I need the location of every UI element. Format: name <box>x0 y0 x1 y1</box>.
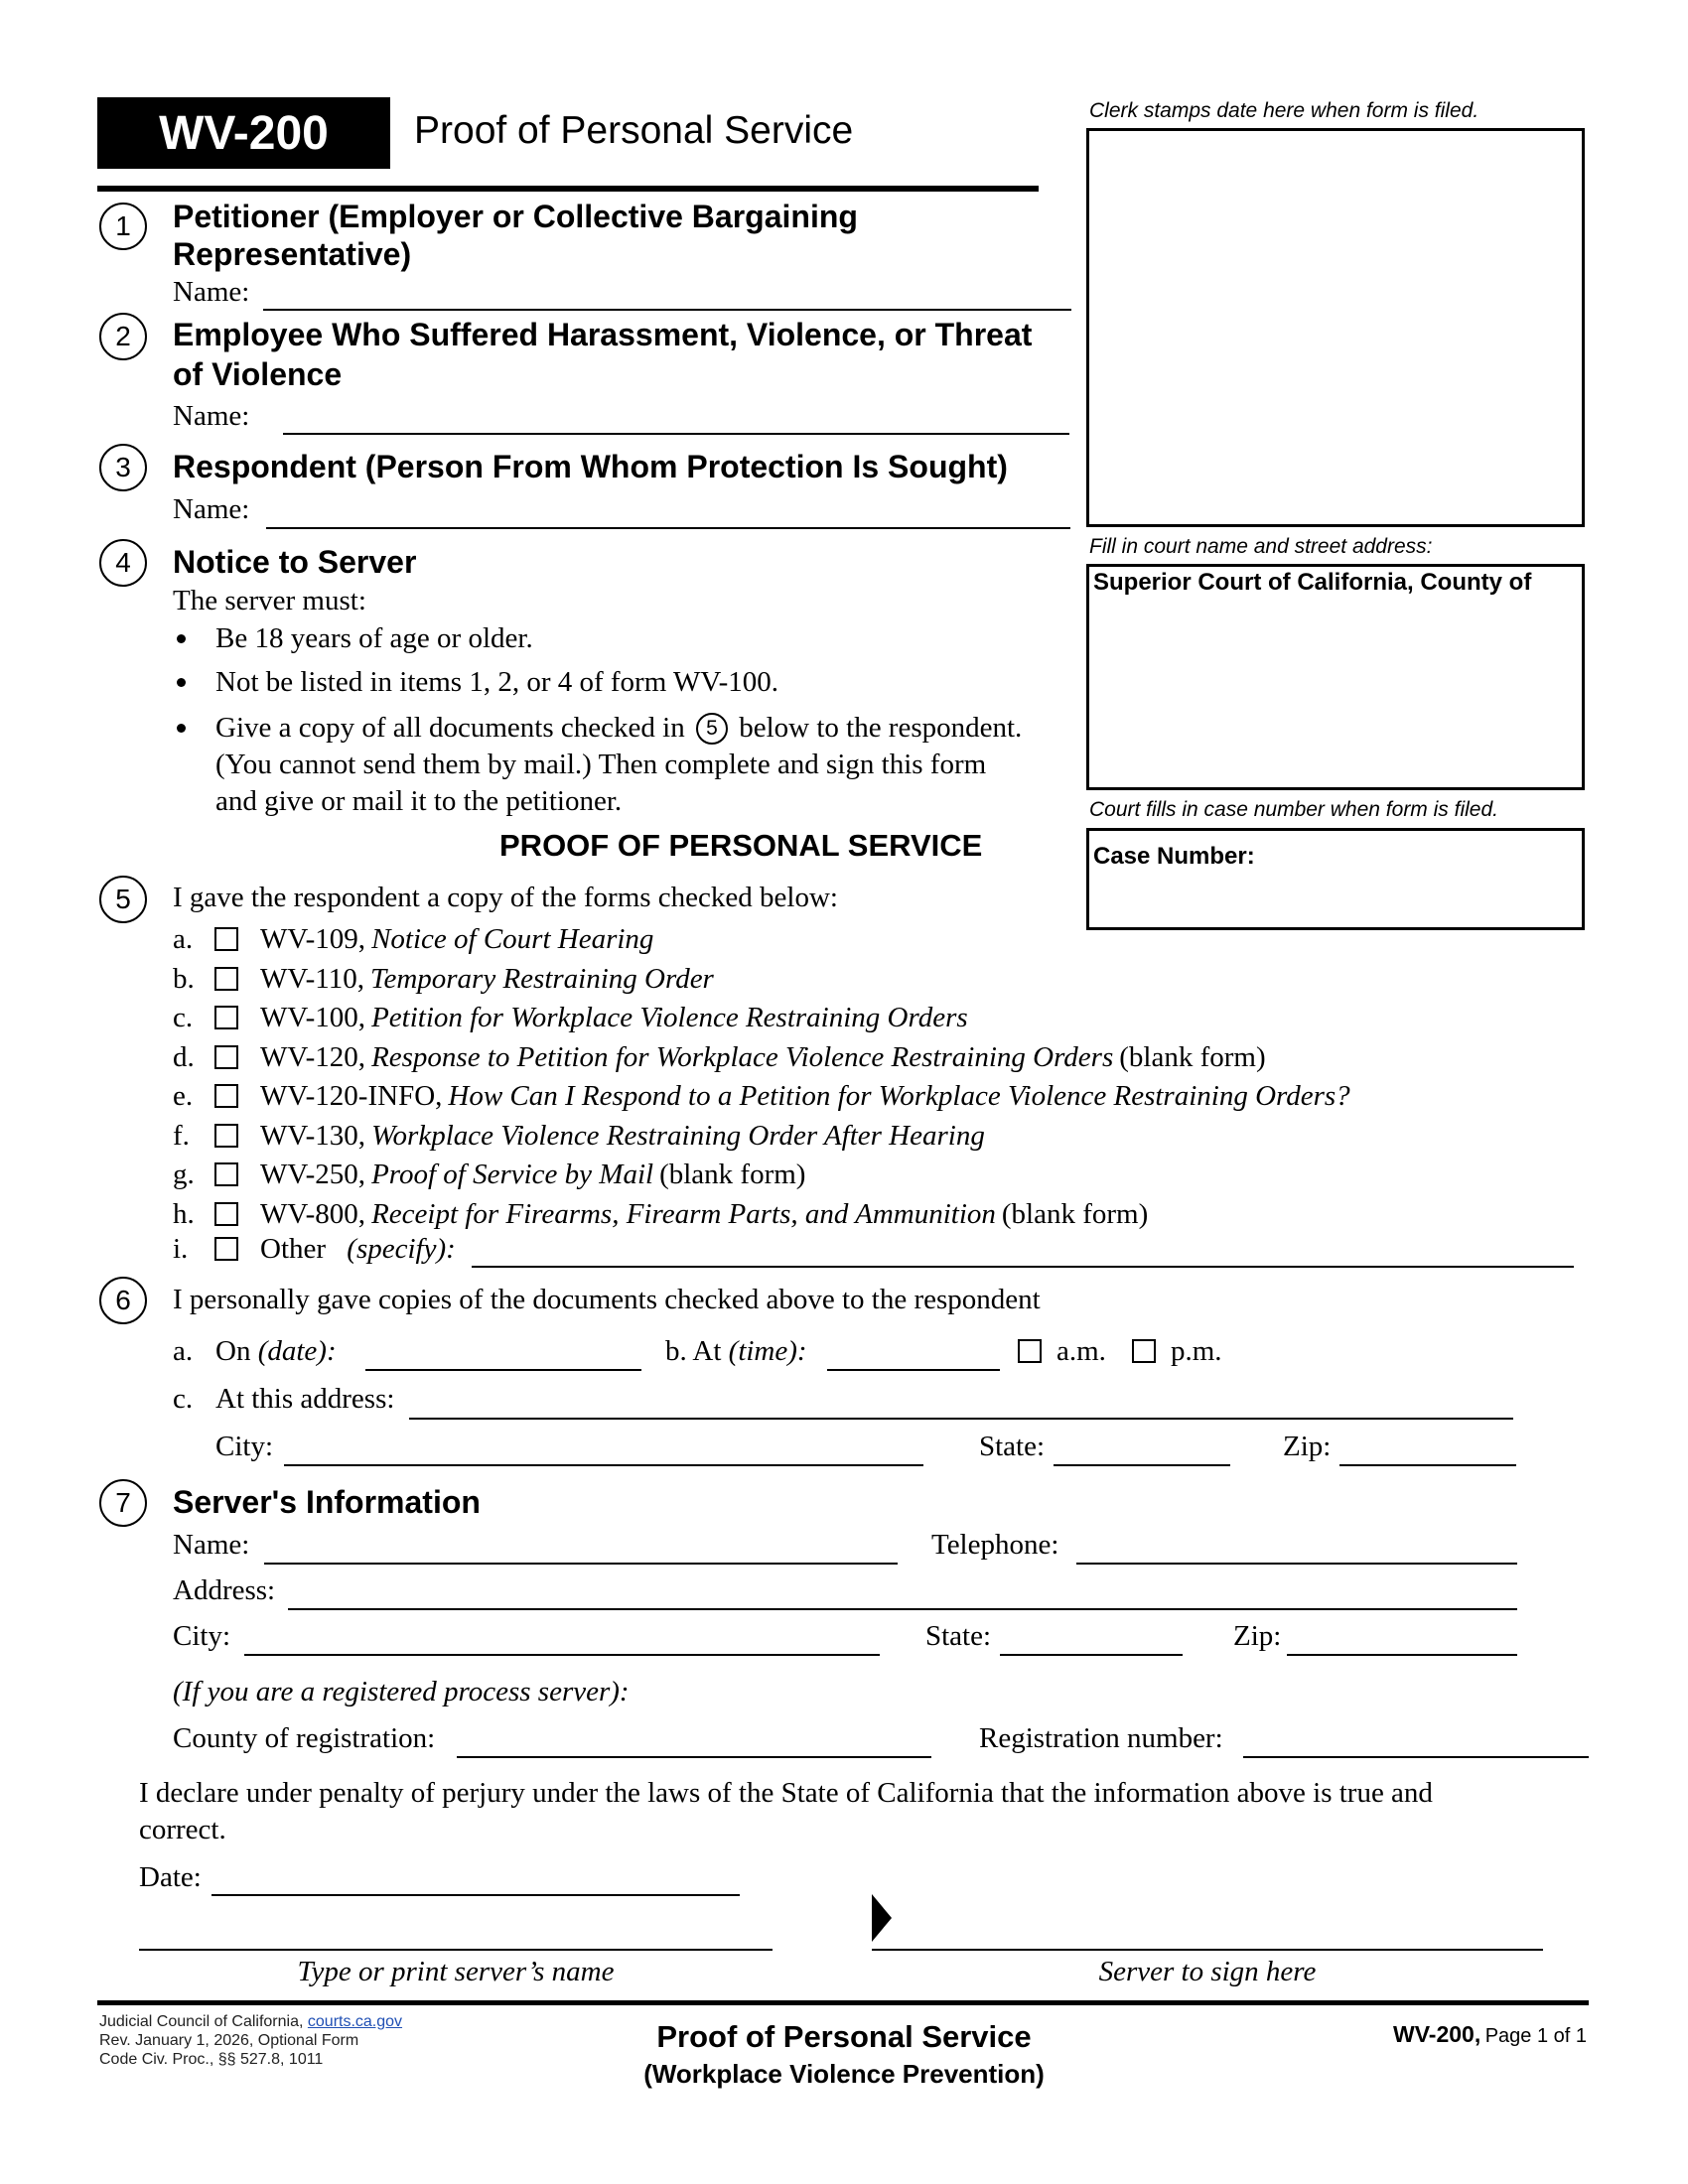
registration-number-field[interactable] <box>1243 1756 1589 1758</box>
case-number-text: Case Number: <box>1093 843 1255 870</box>
item-number-6: 6 <box>99 1277 147 1324</box>
footer-page-number: Page 1 of 1 <box>1484 2025 1587 2047</box>
form-letter: h. <box>173 1198 195 1230</box>
county-registration-field[interactable] <box>457 1756 931 1758</box>
service-state-label: State: <box>979 1431 1046 1462</box>
form-suffix: (blank form) <box>1001 1198 1149 1230</box>
server-address-label: Address: <box>173 1574 276 1606</box>
footer-rule <box>97 2000 1589 2005</box>
am-label: a.m. <box>1056 1335 1106 1367</box>
form-name: Workplace Violence Restraining Order After Hearing <box>371 1120 985 1152</box>
service-a-letter: a. <box>173 1335 194 1367</box>
notice-bullet-3-post: below to the respondent. <box>739 712 1023 744</box>
form-item <box>260 921 653 957</box>
notice-bullet-3-line-3: and give or mail it to the petitioner. <box>215 785 623 817</box>
form-name: Response to Petition for Workplace Violence Restraining Orders <box>371 1041 1114 1073</box>
signature-caption: Server to sign here <box>1098 1956 1317 1987</box>
checkbox-other[interactable] <box>214 1237 238 1261</box>
server-name-field[interactable] <box>264 1563 898 1565</box>
item-number-7: 7 <box>99 1479 147 1527</box>
bullet <box>177 634 186 643</box>
declaration-line-2: correct. <box>139 1814 226 1845</box>
checkbox-form[interactable] <box>214 1162 238 1186</box>
petitioner-name-label: Name: <box>173 276 250 308</box>
service-time-field[interactable] <box>827 1369 1000 1371</box>
form-code: WV-109, <box>260 923 366 955</box>
case-number-box[interactable] <box>1086 828 1585 930</box>
proof-heading: PROOF OF PERSONAL SERVICE <box>499 828 983 863</box>
form-code: WV-130, <box>260 1120 366 1152</box>
form-letter: c. <box>173 1002 194 1033</box>
signature-arrow-icon <box>872 1894 892 1942</box>
notice-bullet-3-pre: Give a copy of all documents checked in <box>215 712 685 744</box>
checkbox-form[interactable] <box>214 927 238 951</box>
registration-number-label: Registration number: <box>979 1722 1223 1754</box>
printed-name-field[interactable] <box>139 1949 773 1951</box>
checkbox-form[interactable] <box>214 1045 238 1069</box>
service-c-letter: c. <box>173 1383 194 1415</box>
employee-title-1: Employee Who Suffered Harassment, Violence, or Threat <box>173 317 1033 352</box>
item-number-3: 3 <box>99 444 147 491</box>
form-name: Proof of Service by Mail <box>371 1159 654 1190</box>
checkbox-form[interactable] <box>214 1006 238 1029</box>
checkbox-form[interactable] <box>214 1124 238 1148</box>
form-letter: f. <box>173 1120 190 1152</box>
server-zip-field[interactable] <box>1287 1654 1517 1656</box>
county-registration-label: County of registration: <box>173 1722 436 1754</box>
footer-code: Code Civ. Proc., §§ 527.8, 1011 <box>99 2051 324 2068</box>
form-code: WV-110, <box>260 963 364 995</box>
form-id: WV-200 <box>159 106 329 160</box>
petitioner-name-field[interactable] <box>263 309 1071 311</box>
registered-note: (If you are a registered process server): <box>173 1676 630 1707</box>
item-number-1: 1 <box>99 203 147 250</box>
employee-title-2: of Violence <box>173 356 343 392</box>
form-item <box>260 1196 1148 1232</box>
forms-intro: I gave the respondent a copy of the forms checked below: <box>173 882 838 913</box>
respondent-name-field[interactable] <box>266 527 1070 529</box>
notice-bullet-3 <box>215 710 1022 746</box>
printed-name-caption: Type or print server’s name <box>297 1956 615 1987</box>
service-zip-field[interactable] <box>1339 1464 1516 1466</box>
employee-name-label: Name: <box>173 400 250 432</box>
server-name-label: Name: <box>173 1529 250 1561</box>
footer-page <box>1271 2021 1587 2048</box>
checkbox-form[interactable] <box>214 1202 238 1226</box>
petitioner-title-1: Petitioner (Employer or Collective Bargaining <box>173 199 858 234</box>
form-title: Proof of Personal Service <box>414 109 854 152</box>
clerk-stamp-box <box>1086 128 1585 527</box>
server-address-field[interactable] <box>288 1608 1517 1610</box>
service-date-label: On (date): <box>215 1335 337 1367</box>
checkbox-pm[interactable] <box>1132 1339 1156 1363</box>
form-suffix: (blank form) <box>1119 1041 1266 1073</box>
clerk-stamp-label: Clerk stamps date here when form is filed. <box>1089 99 1479 122</box>
notice-bullet-2: Not be listed in items 1, 2, or 4 of form WV-100. <box>215 666 779 698</box>
other-text: Other <box>260 1233 327 1265</box>
respondent-name-label: Name: <box>173 493 250 525</box>
declaration-date-field[interactable] <box>211 1894 740 1896</box>
checkbox-form[interactable] <box>214 1084 238 1108</box>
pm-label: p.m. <box>1171 1335 1222 1367</box>
service-intro: I personally gave copies of the documents checked above to the respondent <box>173 1284 1041 1315</box>
form-letter: a. <box>173 923 194 955</box>
declaration-line-1: I declare under penalty of perjury under the laws of the State of California that the information above is true and <box>139 1777 1433 1809</box>
form-letter: d. <box>173 1041 195 1073</box>
form-letter: b. <box>173 963 195 995</box>
checkbox-form[interactable] <box>214 967 238 991</box>
form-name: Petition for Workplace Violence Restraining Orders <box>371 1002 968 1033</box>
form-item <box>260 1118 985 1154</box>
form-code: WV-800, <box>260 1198 366 1230</box>
form-item <box>260 1078 1350 1114</box>
server-city-label: City: <box>173 1620 231 1652</box>
footer-title: Proof of Personal Service <box>656 2019 1032 2054</box>
petitioner-title-2: Representative) <box>173 236 412 272</box>
service-time-label: b. At (time): <box>665 1335 807 1367</box>
form-name: Temporary Restraining Order <box>369 963 714 995</box>
server-telephone-field[interactable] <box>1076 1563 1517 1565</box>
notice-bullet-1: Be 18 years of age or older. <box>215 622 533 654</box>
server-city-field[interactable] <box>244 1654 880 1656</box>
other-specify-field[interactable] <box>472 1266 1574 1268</box>
service-date-field[interactable] <box>365 1369 641 1371</box>
signature-field[interactable] <box>872 1949 1543 1951</box>
service-state-field[interactable] <box>1054 1464 1230 1466</box>
form-suffix: (blank form) <box>659 1159 806 1190</box>
server-telephone-label: Telephone: <box>931 1529 1059 1561</box>
form-letter: g. <box>173 1159 195 1190</box>
form-letter: i. <box>173 1233 189 1265</box>
footer-form-code: WV-200, <box>1393 2021 1481 2047</box>
header-rule <box>97 186 1039 192</box>
footer-publisher: Judicial Council of California, <box>99 2013 304 2030</box>
item-reference-5: 5 <box>696 713 728 745</box>
other-label <box>260 1231 456 1267</box>
other-specify: (specify): <box>347 1233 456 1265</box>
form-code: WV-100, <box>260 1002 366 1033</box>
server-title: Server's Information <box>173 1484 481 1520</box>
footer-revision: Rev. January 1, 2026, Optional Form <box>99 2032 359 2049</box>
declaration-date-label: Date: <box>139 1861 202 1893</box>
server-state-field[interactable] <box>1000 1654 1183 1656</box>
form-code: WV-120, <box>260 1041 366 1073</box>
form-item <box>260 961 714 997</box>
notice-title: Notice to Server <box>173 544 417 580</box>
case-number-label: Court fills in case number when form is filed. <box>1089 798 1498 821</box>
courts-link[interactable]: courts.ca.gov <box>307 2013 403 2030</box>
server-state-label: State: <box>925 1620 992 1652</box>
form-id-badge <box>97 97 390 169</box>
court-address-box[interactable] <box>1086 564 1585 790</box>
court-address-label: Fill in court name and street address: <box>1089 535 1433 558</box>
service-address-field[interactable] <box>409 1418 1513 1420</box>
form-name: How Can I Respond to a Petition for Workplace Violence Restraining Orders? <box>448 1080 1350 1112</box>
bullet <box>177 724 186 733</box>
notice-intro: The server must: <box>173 585 366 616</box>
form-letter: e. <box>173 1080 194 1112</box>
service-zip-label: Zip: <box>1283 1431 1332 1462</box>
form-code: WV-250, <box>260 1159 366 1190</box>
form-name: Notice of Court Hearing <box>371 923 654 955</box>
service-city-field[interactable] <box>284 1464 923 1466</box>
footer-left <box>99 2012 402 2069</box>
form-name: Receipt for Firearms, Firearm Parts, and Ammunition <box>371 1198 996 1230</box>
court-address-text: Superior Court of California, County of <box>1093 569 1532 596</box>
form-item <box>260 1157 805 1192</box>
server-zip-label: Zip: <box>1233 1620 1282 1652</box>
item-number-5: 5 <box>99 876 147 923</box>
service-city-label: City: <box>215 1431 274 1462</box>
footer-subtitle: (Workplace Violence Prevention) <box>643 2059 1045 2089</box>
employee-name-field[interactable] <box>283 433 1069 435</box>
service-address-label: At this address: <box>215 1383 395 1415</box>
notice-bullet-3-line-2: (You cannot send them by mail.) Then complete and sign this form <box>215 749 987 780</box>
item-number-2: 2 <box>99 313 147 360</box>
respondent-title: Respondent (Person From Whom Protection Is Sought) <box>173 449 1008 484</box>
form-code: WV-120-INFO, <box>260 1080 443 1112</box>
item-number-4: 4 <box>99 539 147 587</box>
form-item <box>260 1039 1266 1075</box>
form-item <box>260 1000 968 1035</box>
bullet <box>177 678 186 687</box>
checkbox-am[interactable] <box>1018 1339 1042 1363</box>
